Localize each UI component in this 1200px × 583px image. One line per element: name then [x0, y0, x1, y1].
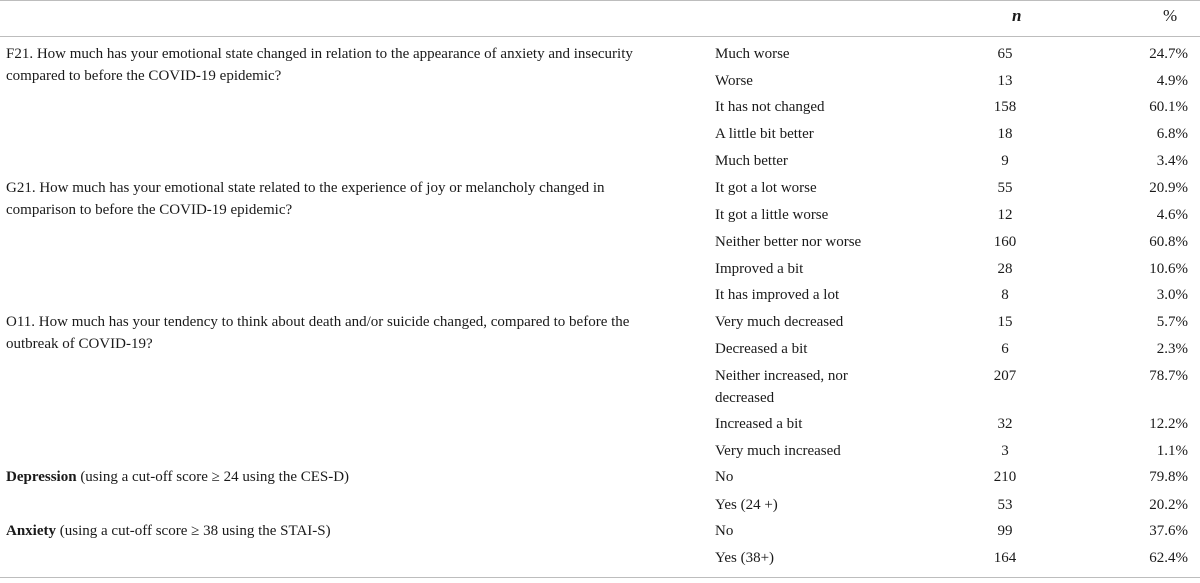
percent-value: 78.7%	[1149, 368, 1188, 384]
response-label: Much worse	[715, 46, 790, 62]
count-value: 55	[997, 180, 1013, 196]
anxiety-label: Anxiety	[6, 523, 56, 539]
header-divider	[0, 36, 1200, 37]
percent-value: 3.0%	[1156, 287, 1188, 303]
response-label: Neither better nor worse	[715, 234, 862, 250]
response-label: A little bit better	[715, 126, 814, 142]
count-value: 160	[993, 234, 1017, 250]
response-label: It has improved a lot	[715, 287, 840, 303]
count-value: 3	[1001, 443, 1009, 459]
anxiety-criteria: (using a cut-off score ≥ 38 using the STAI-S)	[56, 523, 331, 539]
percent-value: 3.4%	[1156, 153, 1188, 169]
response-label: It has not changed	[715, 99, 825, 115]
table-top-border	[0, 0, 1200, 1]
response-label: Very much decreased	[715, 314, 844, 330]
question-g21: G21. How much has your emotional state related to the experience of joy or melancholy changed in comparison to before the COVID-19 epidemic?	[6, 180, 605, 218]
count-value: 28	[997, 261, 1013, 277]
count-value: 9	[1001, 153, 1009, 169]
count-value: 65	[997, 46, 1013, 62]
response-label: It got a lot worse	[715, 180, 817, 196]
count-value: 15	[997, 314, 1013, 330]
count-value: 12	[997, 207, 1013, 223]
percent-value: 24.7%	[1149, 46, 1188, 62]
response-label: Decreased a bit	[715, 341, 808, 357]
percent-value: 2.3%	[1156, 341, 1188, 357]
response-label: Much better	[715, 153, 788, 169]
response-label: Worse	[715, 73, 753, 89]
count-value: 8	[1001, 287, 1009, 303]
count-value: 210	[993, 469, 1017, 485]
depression-criteria: (using a cut-off score ≥ 24 using the CES-D)	[76, 469, 350, 485]
count-value: 6	[1001, 341, 1009, 357]
count-value: 99	[997, 523, 1013, 539]
percent-value: 4.9%	[1156, 73, 1188, 89]
count-value: 164	[993, 550, 1017, 566]
percent-value: 20.2%	[1149, 497, 1188, 513]
percent-value: 10.6%	[1149, 261, 1188, 277]
count-value: 13	[997, 73, 1013, 89]
response-label: Yes (24 +)	[715, 497, 778, 513]
percent-value: 5.7%	[1156, 314, 1188, 330]
count-value: 53	[997, 497, 1013, 513]
percent-value: 1.1%	[1156, 443, 1188, 459]
response-label: Very much increased	[715, 443, 841, 459]
question-f21: F21. How much has your emotional state changed in relation to the appearance of anxiety and insecurity compared to before the COVID-19 epidemic?	[6, 46, 633, 84]
percent-value: 20.9%	[1149, 180, 1188, 196]
response-label: It got a little worse	[715, 207, 829, 223]
percent-value: 37.6%	[1149, 523, 1188, 539]
percent-value: 6.8%	[1156, 126, 1188, 142]
percent-value: 60.8%	[1149, 234, 1188, 250]
count-value: 18	[997, 126, 1013, 142]
percent-value: 79.8%	[1149, 469, 1188, 485]
percent-value: 12.2%	[1149, 416, 1188, 432]
response-label: No	[715, 523, 734, 539]
depression-label: Depression	[6, 469, 77, 485]
question-o11: O11. How much has your tendency to think about death and/or suicide changed, compared to before the outbreak of COVID-19?	[6, 314, 630, 352]
count-value: 32	[997, 416, 1013, 432]
table-bottom-border	[0, 577, 1200, 578]
question-anxiety	[6, 520, 646, 542]
question-depression	[6, 466, 646, 488]
column-header-percent: %	[1163, 6, 1178, 25]
percent-value: 60.1%	[1149, 99, 1188, 115]
count-value: 158	[993, 99, 1017, 115]
response-label: Increased a bit	[715, 416, 803, 432]
count-value: 207	[993, 368, 1017, 384]
percent-value: 4.6%	[1156, 207, 1188, 223]
response-label: No	[715, 469, 734, 485]
response-label: Neither increased, nor decreased	[715, 368, 848, 406]
response-label: Yes (38+)	[715, 550, 775, 566]
percent-value: 62.4%	[1149, 550, 1188, 566]
column-header-n: n	[1012, 6, 1022, 25]
response-label: Improved a bit	[715, 261, 804, 277]
